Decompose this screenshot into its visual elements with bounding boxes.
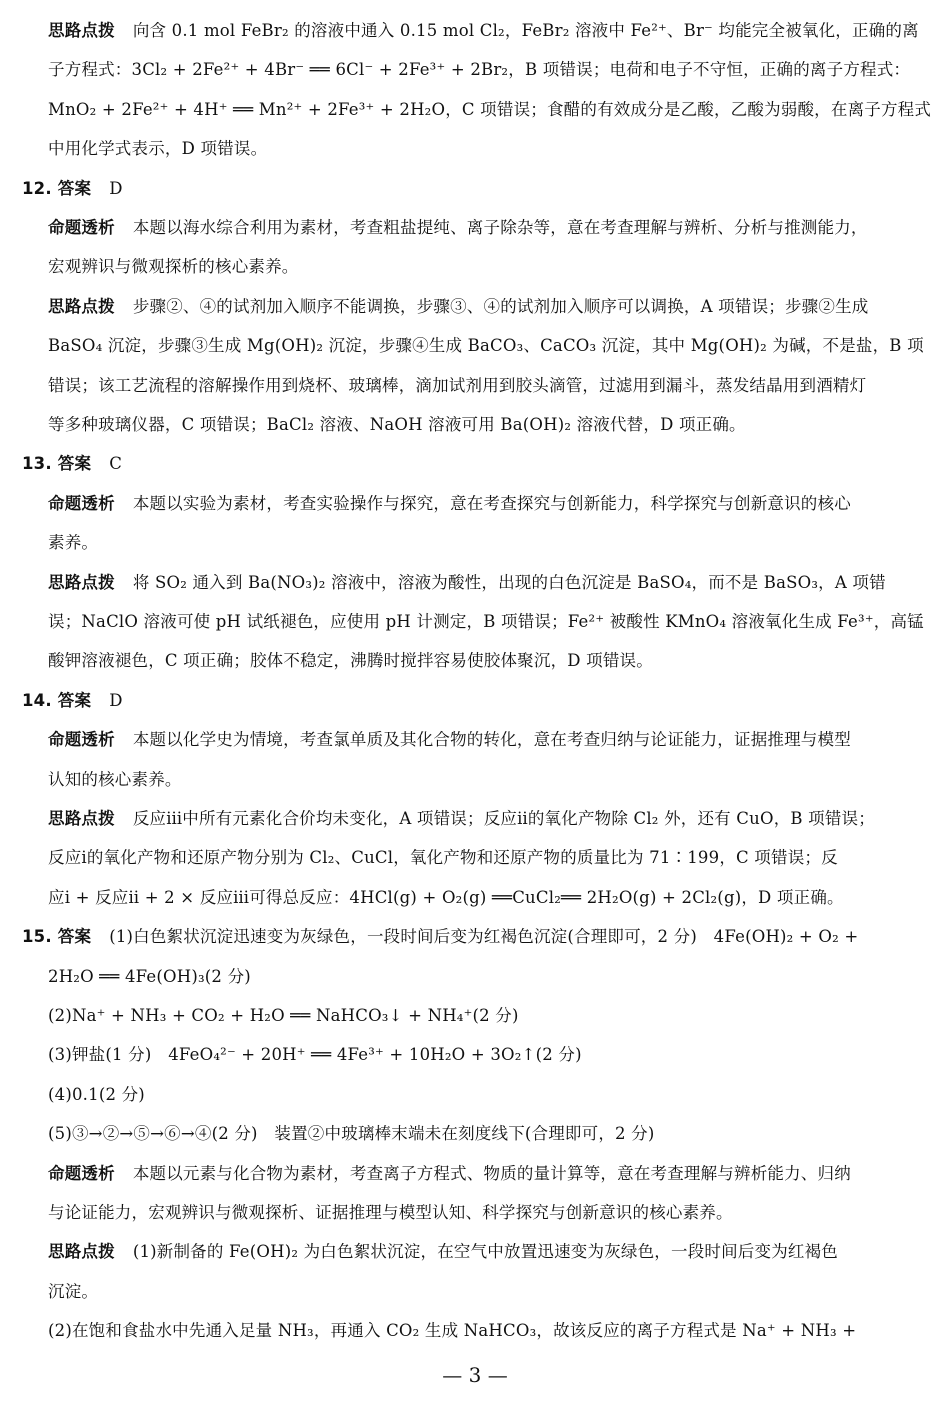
answer-value: (1)白色絮状沉淀迅速变为灰绿色，一段时间后变为红褐色沉淀(合理即可，2 分) 4Fe(OH)₂ + O₂ +	[109, 927, 859, 947]
line-text: 误；NaClO 溶液可使 pH 试纸褪色，应使用 pH 计测定，B 项错误；Fe²⁺ 被酸性 KMnO₄ 溶液氧化生成 Fe³⁺，高锰	[48, 612, 924, 631]
line-text: 素养。	[48, 533, 99, 553]
answer-line	[22, 178, 906, 200]
text-line	[48, 1123, 932, 1145]
line-text: 应ⅰ + 反应ⅱ + 2 × 反应ⅲ可得总反应：4HCl(g) + O₂(g) ══CuCl₂══ 2H₂O(g) + 2Cl₂(g)，D 项正确。	[48, 887, 844, 907]
section-label: 思路点拨	[48, 809, 115, 828]
line-text: 2H₂O ══ 4Fe(OH)₃(2 分)	[48, 966, 251, 986]
section-label: 命题透析	[48, 730, 115, 750]
line-text: (3)钾盐(1 分) 4FeO₄²⁻ + 20H⁺ ══ 4Fe³⁺ + 10H₂O + 3O₂↑(2 分)	[48, 1045, 582, 1065]
line-text: 本题以元素与化合物为素材，考查离子方程式、物质的量计算等，意在考查理解与辨析能力、归纳	[132, 1163, 851, 1183]
line-text: 反应ⅰ的氧化产物和还原产物分别为 Cl₂、CuCl，氧化产物和还原产物的质量比为 71∶199，C 项错误；反	[48, 848, 838, 868]
text-line	[48, 59, 932, 81]
answer-value: C	[109, 454, 123, 474]
line-text: 错误；该工艺流程的溶解操作用到烧杯、玻璃棒，滴加试剂用到胶头滴管，过滤用到漏斗，蒸发结晶用到酒精灯	[48, 375, 867, 395]
text-line	[48, 1005, 932, 1027]
section-label: 命题透析	[48, 493, 115, 513]
text-line	[48, 847, 932, 869]
text-line	[48, 1044, 932, 1066]
answer-line	[22, 926, 906, 948]
answer-value: D	[109, 690, 123, 710]
text-line	[48, 532, 932, 554]
text-line	[48, 20, 932, 42]
text-line	[48, 966, 932, 988]
line-text: 中用化学式表示，D 项错误。	[48, 139, 268, 159]
answer-line	[22, 453, 906, 475]
line-text: 酸钾溶液褪色，C 项正确；胶体不稳定，沸腾时搅拌容易使胶体聚沉，D 项错误。	[48, 651, 653, 671]
answer-value: D	[109, 178, 123, 198]
text-line	[48, 296, 932, 318]
line-text: 反应ⅲ中所有元素化合价均未变化，A 项错误；反应ⅱ的氧化产物除 Cl₂ 外，还有 CuO，B 项错误；	[132, 809, 875, 828]
answer-label: 14. 答案	[22, 690, 92, 710]
text-line	[48, 414, 932, 436]
line-text: 步骤②、④的试剂加入顺序不能调换，步骤③、④的试剂加入顺序可以调换，A 项错误；步骤②生成	[132, 296, 869, 316]
text-line	[48, 572, 932, 594]
text-line	[48, 650, 932, 672]
text-line	[48, 887, 932, 909]
text-line	[48, 769, 932, 791]
text-line	[48, 808, 932, 830]
line-text: (4)0.1(2 分)	[48, 1084, 145, 1104]
text-line	[48, 138, 932, 160]
text-line	[48, 1202, 932, 1224]
text-line	[48, 217, 932, 239]
line-text: 等多种玻璃仪器，C 项错误；BaCl₂ 溶液、NaOH 溶液可用 Ba(OH)₂ 溶液代替，D 项正确。	[48, 415, 746, 434]
text-line	[48, 99, 932, 121]
line-text: MnO₂ + 2Fe²⁺ + 4H⁺ ══ Mn²⁺ + 2Fe³⁺ + 2H₂O，C 项错误；食醋的有效成分是乙酸，乙酸为弱酸，在离子方程式	[48, 99, 932, 119]
text-line	[48, 611, 932, 633]
answer-label: 15. 答案	[22, 927, 92, 947]
text-line	[48, 256, 932, 278]
text-line	[48, 1241, 932, 1263]
text-line	[48, 1320, 932, 1342]
line-text: 将 SO₂ 通入到 Ba(NO₃)₂ 溶液中，溶液为酸性，出现的白色沉淀是 BaSO₄，而不是 BaSO₃，A 项错	[132, 572, 886, 592]
text-line	[48, 335, 932, 357]
text-line	[48, 375, 932, 397]
text-line	[48, 493, 932, 515]
section-label: 思路点拨	[48, 572, 115, 592]
line-text: (5)③→②→⑤→⑥→④(2 分) 装置②中玻璃棒末端未在刻度线下(合理即可，2 分)	[48, 1124, 655, 1144]
text-line	[48, 1281, 932, 1303]
line-text: BaSO₄ 沉淀，步骤③生成 Mg(OH)₂ 沉淀，步骤④生成 BaCO₃、CaCO₃ 沉淀，其中 Mg(OH)₂ 为碱，不是盐，B 项	[48, 336, 924, 356]
page-number: — 3 —	[442, 1363, 508, 1387]
line-text: (1)新制备的 Fe(OH)₂ 为白色絮状沉淀，在空气中放置迅速变为灰绿色，一段时间后变为红褐色	[132, 1242, 838, 1262]
answer-line	[22, 690, 906, 712]
line-text: 本题以实验为素材，考查实验操作与探究，意在考查探究与创新能力，科学探究与创新意识的核心	[132, 493, 851, 513]
line-text: 子方程式：3Cl₂ + 2Fe²⁺ + 4Br⁻ ══ 6Cl⁻ + 2Fe³⁺ + 2Br₂，B 项错误；电荷和电子不守恒，正确的离子方程式：	[48, 60, 911, 80]
line-text: 本题以化学史为情境，考查氯单质及其化合物的转化，意在考查归纳与论证能力，证据推理与模型	[132, 730, 851, 750]
text-line	[48, 1163, 932, 1185]
answer-label: 13. 答案	[22, 454, 92, 474]
section-label: 思路点拨	[48, 1242, 115, 1262]
line-text: (2)Na⁺ + NH₃ + CO₂ + H₂O ══ NaHCO₃↓ + NH₄⁺(2 分)	[48, 1006, 519, 1025]
line-text: 宏观辨识与微观探析的核心素养。	[48, 257, 299, 277]
line-text: 认知的核心素养。	[48, 769, 182, 789]
text-line	[48, 1084, 932, 1106]
line-text: 沉淀。	[48, 1281, 99, 1301]
line-text: 与论证能力，宏观辨识与微观探析、证据推理与模型认知、科学探究与创新意识的核心素养。	[48, 1203, 733, 1222]
line-text: (2)在饱和食盐水中先通入足量 NH₃，再通入 CO₂ 生成 NaHCO₃，故该反应的离子方程式是 Na⁺ + NH₃ +	[48, 1321, 857, 1341]
section-label: 思路点拨	[48, 21, 115, 40]
section-label: 命题透析	[48, 218, 115, 237]
line-text: 向含 0.1 mol FeBr₂ 的溶液中通入 0.15 mol Cl₂，FeBr₂ 溶液中 Fe²⁺、Br⁻ 均能完全被氧化，正确的离	[132, 21, 919, 40]
text-line	[48, 729, 932, 751]
section-label: 思路点拨	[48, 296, 115, 316]
line-text: 本题以海水综合利用为素材，考查粗盐提纯、离子除杂等，意在考查理解与辨析、分析与推测能力，	[132, 218, 868, 237]
answer-label: 12. 答案	[22, 178, 92, 198]
section-label: 命题透析	[48, 1163, 115, 1183]
